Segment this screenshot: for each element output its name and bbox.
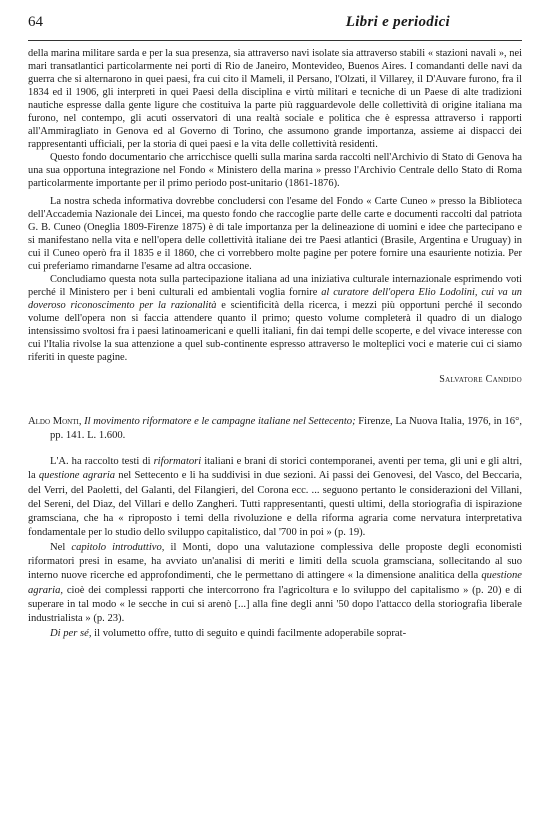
paragraph: [28, 455, 522, 541]
paragraph: [28, 541, 522, 627]
italic-run: riformatori: [153, 456, 202, 467]
text-run: italiani e brani di storici contemporanei, aventi per tema, gli uni e gli altri, la: [28, 456, 523, 482]
text-run: il volumetto offre, tutto di seguito e quindi facilmente adoperabile soprat-: [94, 627, 407, 639]
italic-run: capitolo introduttivo,: [71, 541, 165, 553]
page-number: 64: [28, 14, 43, 30]
citation-title: Il movimento riformatore e le campagne italiane nel Settecento;: [84, 416, 356, 427]
paragraph: Questo fondo documentario che arricchisce quelli sulla marina sarda raccolti nell'Archivio di Stato di Genova ha una sua opportuna integrazione nel Fondo « Ministero della marina » presso l'Archivio Centrale dello Stato di Roma particolarmente importante per il primo periodo post-unitario (1861-1876).: [28, 152, 522, 189]
article-continuation: [28, 47, 522, 385]
citation-details: Firenze, La Nuova Italia, 1976, in 16°, pp. 141. L. 1.600.: [50, 416, 522, 441]
text-run: Nel: [50, 541, 66, 553]
italic-run: al curatore dell'opera Elio Lodolini, cui va un doveroso riconoscimento per la razionalità: [28, 287, 522, 311]
review-body: [28, 455, 522, 641]
text-run: e scientificità della ricerca, i mezzi più opportuni perché il secondo volume dell'opera non si faccia attendere quanto il primo; questo volume completerà il quadro di un dialogo intensissimo svoltosi fra i paesi latinoamericani e quelli italiani, fin dai tempi delle scoperte, e del vivace interesse con cui l'Italia rivolse la sua attenzione a quel sub-continente espresso attraverso le molteplici voci e materie cui ci siamo riferiti in queste pagine.: [28, 300, 522, 363]
text-run: nel Settecento e li ha suddivisi in due sezioni. Ai passi dei Genovesi, del Vasco, del Beccaria, del Verri, del Paoletti, del Galanti, del Filangieri, del Corona ecc. ... seguono pertanto le considerazioni del Villani, del Sereni, del Diaz, del Villari e dello Zangheri. Tutti rappresentanti, questi ultimi, della storiografia di ispirazione gramsciana, che ha « riproposto i temi della rivoluzione e della riforma agraria come nervatura interpretativa fondamentale per lo studio dello sviluppo capitalistico, dal '700 in poi » (p. 19).: [28, 470, 522, 539]
citation-author: Aldo Monti,: [28, 416, 82, 427]
page-header: [28, 14, 522, 40]
text-run: cioè dei complessi rapporti che intercorrono fra l'agricoltura e lo sviluppo del capitalismo » (p. 20) e di superare in tal modo « le secche in cui si arenò [...] alla fine degli anni '50 dopo l'attacco della storiografia liberale industrialista » (p. 23).: [28, 584, 522, 625]
author-signature: Salvatore Candido: [439, 374, 522, 385]
header-rule: [28, 40, 522, 41]
paragraph: [28, 273, 522, 364]
text-run: L'A. ha raccolto testi di: [50, 456, 151, 467]
section-gap: [28, 385, 522, 415]
paragraph: La nostra scheda informativa dovrebbe concludersi con l'esame del Fondo « Carte Cuneo » presso la Biblioteca dell'Accademia Nazionale dei Lincei, ma questo fondo che raccoglie parte delle carte e documenti raccolti dal patriota G. B. Cuneo (Oneglia 1809-Firenze 1875) è di tale importanza per la delineazione di uomini e idee che partecipano e si manifestano nella vita e nell'opera delle collettività italiane dei tre Paesi atlantici (Brasile, Argentina e Uruguay) in cui il Cuneo operò fra il 1835 e il 1860, che ci vorrebbero molte pagine per potere fornire una esauriente notizia. Per cui preferiamo rimandarne l'esame ad altra occasione.: [28, 196, 522, 272]
review-citation: [28, 415, 522, 443]
text-run: il Monti, dopo una valutazione complessiva delle proposte degli economisti riformatori presi in esame, ha avviato un'analisi di meriti e limiti della scuola gramsciana, sollecitando al suo interno nuove ricerche ed approfondimenti, che le permettano di attingere « la dimensione analitica della: [28, 541, 522, 582]
paragraph: [28, 627, 522, 641]
paragraph: della marina militare sarda e per la sua presenza, sia attraverso navi isolate sia attraverso stabili « stazioni navali », nei mari transatlantici particolarmente nei porti di Rio de Janeiro, Montevideo, Buenos Aires. I comandanti delle navi da guerra che si alternarono in quei paesi, fra cui cito il Mameli, il Persano, l'Olzati, il Villarey, il D'Auvare furono, fra il 1834 ed il 1906, gli interpreti in quei Paesi della disciplina e virtù militari e tecniche di un Paese di alte tradizioni nautiche espresse dalla gente ligure che costituiva la parte più ragguardevole delle collettività di origine italiana ma furono, nel contempo, gli acuti osservatori di una realtà sociale e politica che è espressa attraverso i rapporti all'Ammiragliato in Genova ed al Governo di Torino, che assumono grande importanza, assieme ai dispacci dei rappresentanti ufficiali, per la storia di quei paesi e la vita delle collettività residenti.: [28, 48, 522, 150]
text-run: Concludiamo questa nota sulla partecipazione italiana ad una iniziativa culturale internazionale esprimendo voti perché il Ministero per i beni culturali ed ambientali voglia fornire: [28, 274, 522, 298]
running-title: Libri e periodici: [345, 14, 450, 30]
italic-run: questione agraria,: [28, 570, 522, 596]
italic-run: Di per sé,: [50, 627, 92, 639]
italic-run: questione agraria: [38, 470, 116, 482]
